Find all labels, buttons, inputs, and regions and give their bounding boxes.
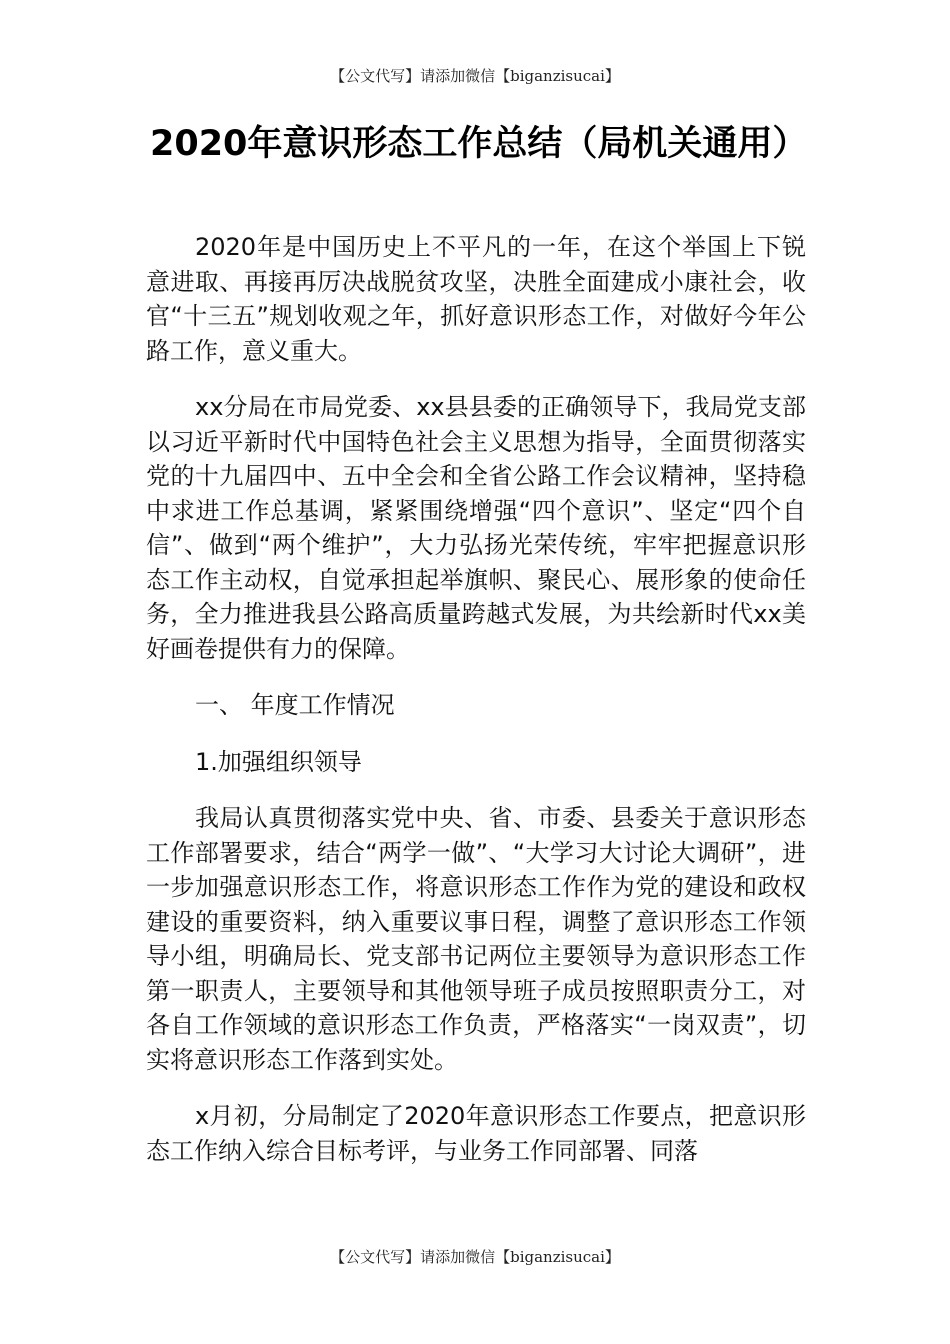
section-heading: 一、 年度工作情况	[195, 691, 395, 719]
body-paragraph: xx分局在市局党委、xx县县委的正确领导下，我局党支部以习近平新时代中国特色社会主义思想为指导，全面贯彻落实党的十九届四中、五中全会和全省公路工作会议精神，坚持稳中求进工作总基调，紧紧围绕增强“四个意识”、坚定“四个自信”、做到“两个维护”，大力弘扬光荣传统，牢牢把握意识形态工作主动权，自觉承担起举旗帜、聚民心、展形象的使命任务，全力推进我县公路高质量跨越式发展，为共绘新时代xx美好画卷提供有力的保障。	[146, 393, 806, 663]
page-footer-note: 【公文代写】请添加微信【biganzisucai】	[330, 1248, 620, 1266]
body-paragraph: 2020年是中国历史上不平凡的一年，在这个举国上下锐意进取、再接再厉决战脱贫攻坚，决胜全面建成小康社会，收官“十三五”规划收观之年，抓好意识形态工作，对做好今年公路工作，意义重大。	[146, 233, 806, 365]
body-paragraph: 我局认真贯彻落实党中央、省、市委、县委关于意识形态工作部署要求，结合“两学一做”、“大学习大讨论大调研”，进一步加强意识形态工作，将意识形态工作作为党的建设和政权建设的重要资料，纳入重要议事日程，调整了意识形态工作领导小组，明确局长、党支部书记两位主要领导为意识形态工作第一职责人，主要领导和其他领导班子成员按照职责分工，对各自工作领域的意识形态工作负责，严格落实“一岗双责”，切实将意识形态工作落到实处。	[146, 804, 806, 1074]
page-header-note: 【公文代写】请添加微信【biganzisucai】	[330, 67, 620, 85]
document-body	[146, 230, 806, 1190]
document-title: 2020年意识形态工作总结（局机关通用）	[150, 124, 808, 164]
body-paragraph: x月初，分局制定了2020年意识形态工作要点，把意识形态工作纳入综合目标考评，与业务工作同部署、同落	[146, 1102, 806, 1165]
subsection-heading: 1.加强组织领导	[195, 747, 362, 776]
